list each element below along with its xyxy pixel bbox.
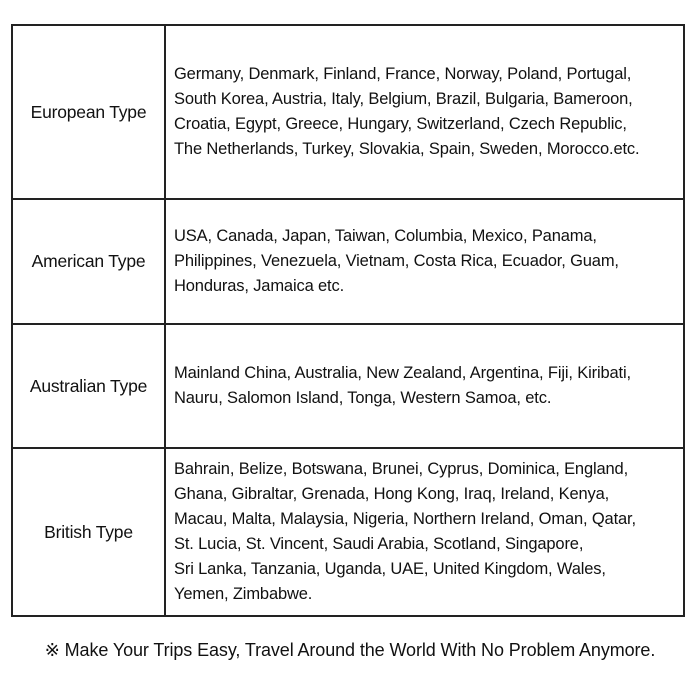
- plug-type-label-british: British Type: [13, 449, 166, 615]
- plug-type-label-american: American Type: [13, 200, 166, 325]
- plug-type-label-australian: Australian Type: [13, 325, 166, 449]
- country-list-australian: Mainland China, Australia, New Zealand, Argentina, Fiji, Kiribati, Nauru, Salomon Island, Tonga, Western Samoa, etc.: [166, 325, 683, 449]
- footer-note: ※ Make Your Trips Easy, Travel Around the World With No Problem Anymore.: [44, 640, 656, 660]
- country-list-european: Germany, Denmark, Finland, France, Norway, Poland, Portugal, South Korea, Austria, Italy, Belgium, Brazil, Bulgaria, Bameroon, Croatia, Egypt, Greece, Hungary, Switzerland, Czech Republic, The Netherlands, Turkey, Slovakia, Spain, Sweden, Morocco.etc.: [166, 26, 683, 200]
- plug-type-table: [11, 24, 685, 617]
- country-list-british: Bahrain, Belize, Botswana, Brunei, Cyprus, Dominica, England, Ghana, Gibraltar, Grenada, Hong Kong, Iraq, Ireland, Kenya, Macau, Malta, Malaysia, Nigeria, Northern Ireland, Oman, Qatar, St. Lucia, St. Vincent, Saudi Arabia, Scotland, Singapore, Sri Lanka, Tanzania, Uganda, UAE, United Kingdom, Wales, Yemen, Zimbabwe.: [174, 460, 636, 603]
- plug-type-label-european: European Type: [13, 26, 166, 200]
- country-list-american: USA, Canada, Japan, Taiwan, Columbia, Mexico, Panama, Philippines, Venezuela, Vietnam, Costa Rica, Ecuador, Guam, Honduras, Jamaica etc.: [166, 200, 683, 325]
